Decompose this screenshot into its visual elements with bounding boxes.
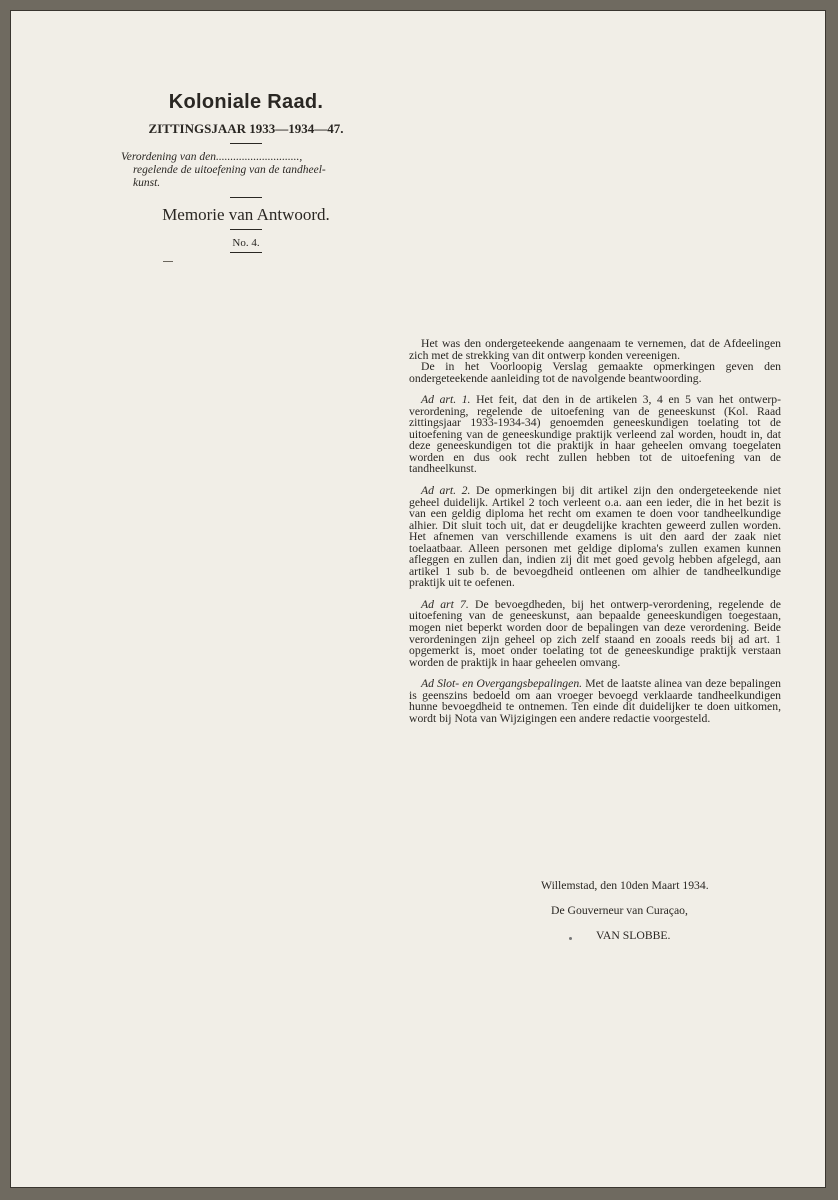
- subject-line: regelende de uitoefening van de tandheel-: [133, 164, 326, 176]
- document-number: No. 4.: [232, 237, 260, 249]
- ink-speck: [569, 937, 572, 940]
- body-paragraph: De in het Voorloopig Verslag gemaakte opmerkingen geven den ondergeteekende aanleiding tot de navolgende beantwoording.: [409, 360, 781, 385]
- article-heading: Ad art. 2.: [421, 484, 471, 498]
- signatory-role: De Gouverneur van Curaçao,: [551, 904, 688, 917]
- article-2-paragraph: [409, 485, 781, 589]
- article-text: De opmerkingen bij dit artikel zijn den ondergeteekende niet geheel duidelijk. Artikel 2 toch verleent o.a. aan een ieder, die in het bezit is van een geldig diploma het recht om examen te doen voor tandheelkundige alhier. Dit sluit toch uit, dat er deugdelijke krachten geweerd zullen worden. Het afnemen van verschillende examens is uit den aard der zaak niet toelaatbaar. Alleen personen met geldige diploma's zullen examen kunnen afleggen en zullen dan, indien zij dit met goed gevolg hebben afgelegd, aan artikel 1 sub b. de bevoegdheid ontleenen om alhier de tandheelkundige praktijk uit te oefenen.: [409, 484, 781, 590]
- subject-divider: [230, 197, 262, 198]
- place-and-date: Willemstad, den 10den Maart 1934.: [541, 879, 709, 892]
- article-heading: Ad Slot- en Overgangsbepalingen.: [421, 677, 583, 691]
- final-provisions-paragraph: [409, 678, 781, 724]
- article-heading: Ad art 7.: [421, 597, 469, 611]
- article-text: De bevoegdheden, bij het ontwerp-verordening, regelende de uitoefening van de geneeskunst, aan bepaalde geneeskundigen toegestaan, mogen niet beperkt worden door de bepalingen van deze verordening. Beide verordeningen zijn geheel op zich zelf staand en zooals reeds bij ad art. 1 opgemerkt is, moet onder toelating tot de geneeskundige praktijk verstaan worden de praktijk in haar geheelen omvang.: [409, 597, 781, 669]
- number-divider: [230, 252, 262, 253]
- ordinance-subject: [121, 151, 381, 190]
- article-7-paragraph: [409, 599, 781, 668]
- body-paragraph: Het was den ondergeteekende aangenaam te vernemen, dat de Afdeelingen zich met de strekking van dit ontwerp konden vereenigen.: [409, 337, 781, 362]
- document-type-heading: Memorie van Antwoord.: [162, 205, 330, 224]
- council-title: Koloniale Raad.: [168, 91, 324, 113]
- subject-line: kunst.: [133, 177, 161, 189]
- session-year: ZITTINGSJAAR 1933—1934—47.: [148, 121, 344, 136]
- subject-line: Verordening van den.............................,: [121, 151, 303, 163]
- margin-mark: [163, 261, 173, 262]
- memorandum-body: [409, 338, 781, 724]
- memorie-divider: [230, 229, 262, 230]
- signatory-name: VAN SLOBBE.: [596, 929, 671, 942]
- article-heading: Ad art. 1.: [421, 393, 471, 407]
- article-text: Het feit, dat den in de artikelen 3, 4 en 5 van het ontwerp-verordening, regelende de uitoefening van de geneeskunst (Kol. Raad zittingsjaar 1933-1934-34) genoemden geneeskundigen toelating tot de uitoefening van de geneeskundige praktijk verleend zal worden, houdt in, dat deze geneeskundigen tot die praktijk in haar geheelen omvang toegelaten worden en dus ook recht zullen hebben tot de uitoefening van de tandheelkunst.: [409, 393, 782, 476]
- article-1-paragraph: [409, 394, 781, 475]
- article-text: Met de laatste alinea van deze bepalingen is geenszins bedoeld om aan vroeger bevoegd verklaarde tandheelkundigen hunne bevoegdheid te ontnemen. Ten einde dit duidelijker te doen uitkomen, wordt bij Nota van Wijzigingen een andere redactie voorgesteld.: [409, 677, 781, 725]
- document-page: [10, 10, 826, 1188]
- header-divider: [230, 143, 262, 144]
